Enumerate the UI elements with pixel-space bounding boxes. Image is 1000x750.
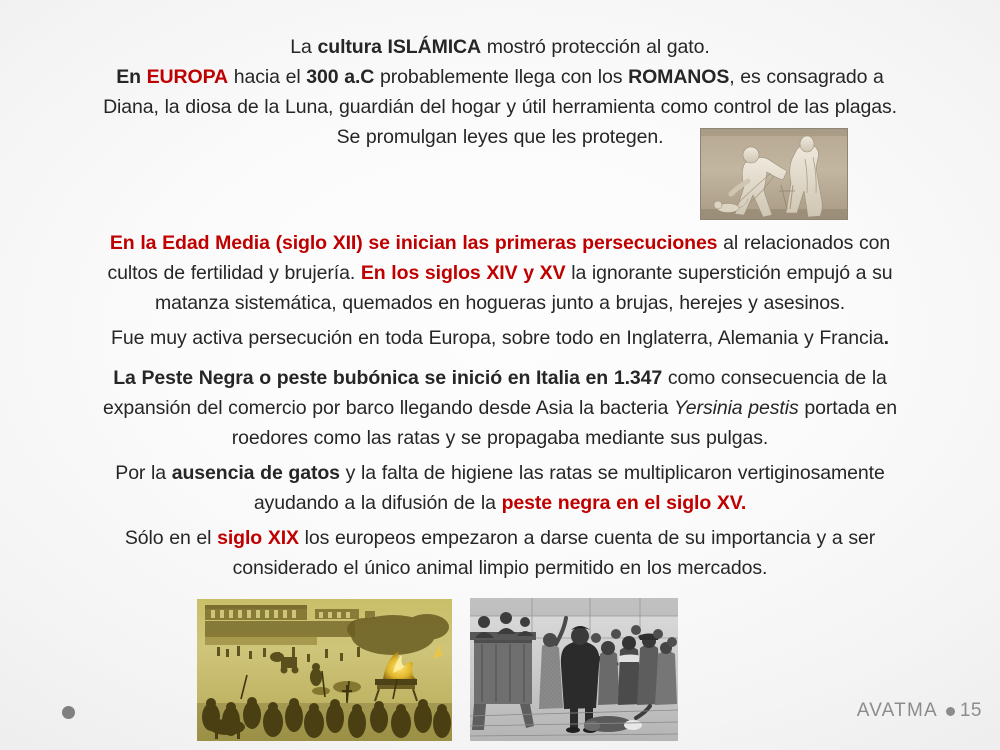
- rats-line1-part-a: Por la: [115, 462, 172, 484]
- xix-line-1: [18, 523, 982, 553]
- xix-line-2: considerado el único animal limpio permitido en los mercados.: [232, 557, 768, 579]
- intro-line1-part-c: mostró protección al gato.: [481, 36, 710, 58]
- plague-line-1: [18, 363, 982, 393]
- medieval-line2-rest: la ignorante superstición empujó a su: [565, 262, 893, 284]
- roman-relief-graphic: [701, 129, 847, 219]
- intro-line2-europa: EUROPA: [146, 66, 229, 88]
- rats-emphasis-ausencia-gatos: ausencia de gatos: [171, 462, 340, 484]
- persecution-period: .: [883, 327, 889, 349]
- footer-brand-group: [857, 700, 982, 722]
- persecution-line-1: [18, 323, 982, 353]
- paragraph-rats: [18, 458, 982, 518]
- rats-line-1: [18, 458, 982, 488]
- xix-line1-part-a: Sólo en el: [124, 527, 218, 549]
- intro-line2-romanos: ROMANOS: [628, 66, 730, 88]
- intro-line-1: [18, 32, 982, 62]
- plague-line2-part-a: expansión del comercio por barco llegando desde Asia la bacteria: [103, 397, 674, 419]
- footer-brand-label: AVATMA: [856, 700, 938, 721]
- intro-line2-part-g: , es consagrado a: [729, 66, 884, 88]
- intro-line2-part-e: probablemente llega con los: [374, 66, 629, 88]
- plague-emphasis-peste-negra: La Peste Negra o peste bubónica se inició en Italia en 1.347: [113, 367, 663, 389]
- xix-line1-part-c: los europeos empezaron a darse cuenta de su importancia y a ser: [298, 527, 876, 549]
- plague-line-3: roedores como las ratas y se propagaba mediante sus pulgas.: [231, 427, 769, 449]
- rats-line-2: [18, 488, 982, 518]
- medieval-line2-part-a: cultos de fertilidad y brujería.: [107, 262, 361, 284]
- plague-line2-part-c: portada en: [798, 397, 897, 419]
- medieval-emphasis-edad-media: En la Edad Media (siglo XII) se inician las primeras persecuciones: [109, 232, 718, 254]
- paragraph-plague: [18, 363, 982, 453]
- paragraph-xix-century: [18, 523, 982, 583]
- paragraph-medieval: [18, 228, 982, 318]
- intro-line-4: Se promulgan leyes que les protegen.: [336, 126, 664, 148]
- intro-line1-emphasis: cultura ISLÁMICA: [317, 36, 481, 58]
- intro-line2-date: 300 a.C: [306, 66, 375, 88]
- medieval-line-2: [18, 258, 982, 288]
- medieval-line1-rest: al relacionados con: [717, 232, 891, 254]
- roman-relief-image: [700, 128, 848, 220]
- footer-bullet-dot: [62, 706, 75, 719]
- medieval-line-1: [18, 228, 982, 258]
- paragraph-persecution: [18, 323, 982, 353]
- rats-line1-part-c: y la falta de higiene las ratas se multiplicaron vertiginosamente: [339, 462, 885, 484]
- rats-emphasis-peste-negra-xv: peste negra en el siglo XV.: [501, 492, 747, 514]
- intro-line2-part-c: hacia el: [228, 66, 307, 88]
- auto-de-fe-image: [197, 599, 452, 741]
- plague-bacteria-name: Yersinia pestis: [673, 397, 799, 419]
- medieval-line-3: matanza sistemática, quemados en hogueras junto a brujas, herejes y asesinos.: [154, 292, 846, 314]
- plague-line1-rest: como consecuencia de la: [662, 367, 887, 389]
- intro-line2-part-a: En: [116, 66, 147, 88]
- auto-de-fe-graphic: [197, 599, 452, 741]
- intro-line-2: [18, 62, 982, 92]
- footer-separator-dot-icon: [946, 707, 955, 716]
- plague-line-2: [18, 393, 982, 423]
- witch-trial-image: [470, 598, 678, 741]
- persecution-text: Fue muy activa persecución en toda Europa, sobre todo en Inglaterra, Alemania y Francia: [111, 327, 884, 349]
- witch-trial-graphic: [470, 598, 678, 741]
- slide-number: 15: [959, 700, 982, 721]
- intro-line-3: Diana, la diosa de la Luna, guardián del hogar y útil herramienta como control de las plagas.: [103, 96, 897, 118]
- xix-emphasis-siglo-xix: siglo XIX: [217, 527, 299, 549]
- medieval-emphasis-siglos: En los siglos XIV y XV: [360, 262, 566, 284]
- rats-line2-part-a: ayudando a la difusión de la: [253, 492, 502, 514]
- intro-line1-part-a: La: [290, 36, 318, 58]
